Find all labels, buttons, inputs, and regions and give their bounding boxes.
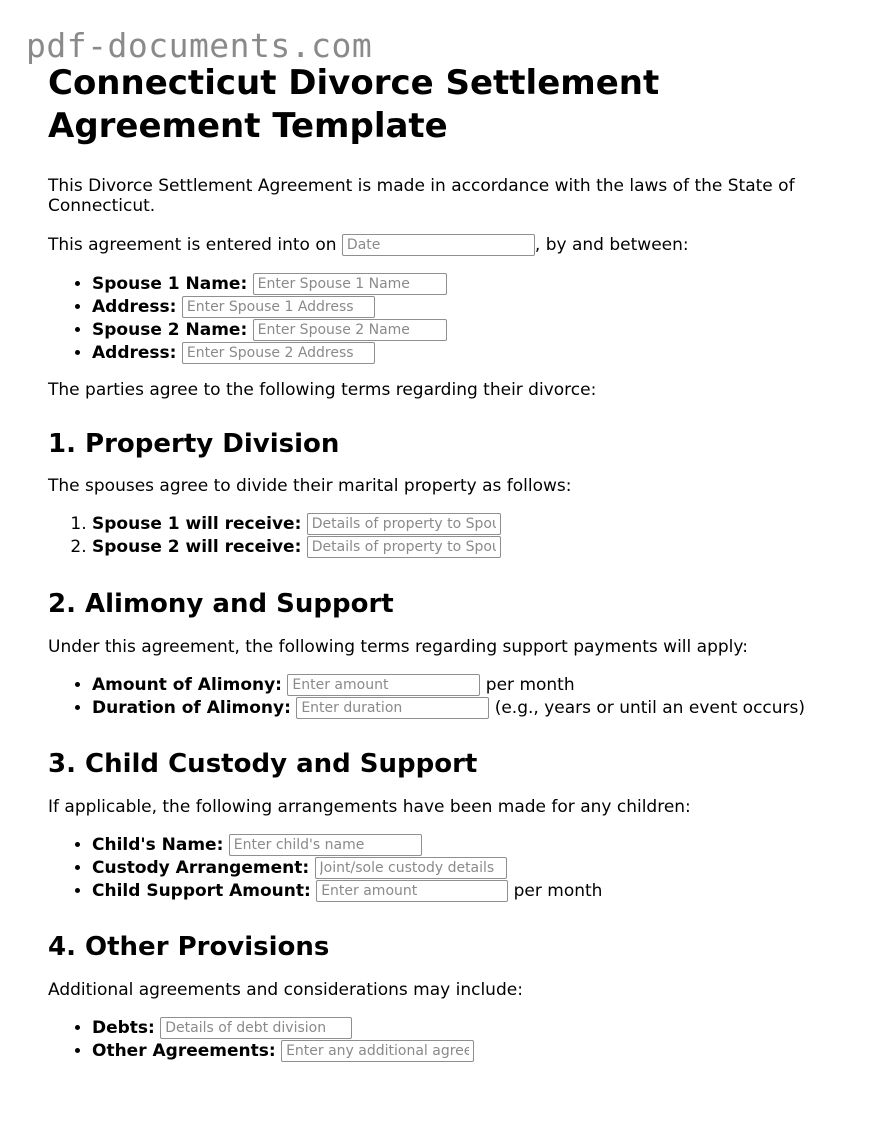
agreement-date-line (48, 234, 848, 256)
spouse2-receive-label: Spouse 2 will receive: (92, 537, 302, 557)
spouse1-name-label: Spouse 1 Name: (92, 274, 248, 294)
section-heading-custody: 3. Child Custody and Support (48, 749, 478, 779)
alimony-duration-label: Duration of Alimony: (92, 698, 291, 718)
alimony-amount-label: Amount of Alimony: (92, 675, 282, 695)
document-body (48, 62, 848, 1063)
alimony-amount-suffix: per month (485, 675, 575, 695)
spouse2-name-input[interactable] (253, 319, 447, 341)
debts-input[interactable] (160, 1017, 352, 1039)
spouse1-address-label: Address: (92, 297, 177, 317)
spouse2-property-input[interactable] (307, 536, 501, 558)
agreement-date-suffix: , by and between: (534, 235, 689, 255)
other-intro: Additional agreements and considerations may include: (48, 980, 523, 1000)
list-item (92, 536, 848, 559)
spouse1-receive-label: Spouse 1 will receive: (92, 514, 302, 534)
child-name-input[interactable] (229, 834, 422, 856)
property-list (48, 513, 848, 559)
custody-arrangement-input[interactable] (315, 857, 507, 879)
spouse2-address-label: Address: (92, 343, 177, 363)
spouse1-property-input[interactable] (307, 513, 501, 535)
alimony-intro: Under this agreement, the following terms regarding support payments will apply: (48, 637, 748, 657)
custody-intro: If applicable, the following arrangements have been made for any children: (48, 797, 691, 817)
list-item (92, 296, 848, 319)
alimony-duration-suffix: (e.g., years or until an event occurs) (494, 698, 806, 718)
list-item (92, 674, 848, 697)
agreement-date-input[interactable] (342, 234, 535, 256)
other-list (48, 1017, 848, 1063)
alimony-amount-input[interactable] (287, 674, 480, 696)
page-title: Connecticut Divorce Settlement Agreement Template (48, 63, 660, 146)
child-support-suffix: per month (513, 881, 603, 901)
property-intro: The spouses agree to divide their marital property as follows: (48, 476, 572, 496)
spouse1-name-input[interactable] (253, 273, 447, 295)
child-name-label: Child's Name: (92, 835, 224, 855)
alimony-duration-input[interactable] (296, 697, 489, 719)
list-item (92, 880, 848, 903)
spouse2-address-input[interactable] (182, 342, 375, 364)
list-item (92, 513, 848, 536)
terms-intro: The parties agree to the following terms regarding their divorce: (48, 380, 597, 400)
custody-list (48, 834, 848, 903)
intro-paragraph: This Divorce Settlement Agreement is made in accordance with the laws of the State of Connecticut. (48, 176, 795, 216)
list-item (92, 342, 848, 365)
custody-arrangement-label: Custody Arrangement: (92, 858, 310, 878)
other-agreements-input[interactable] (281, 1040, 474, 1062)
spouse1-address-input[interactable] (182, 296, 375, 318)
parties-list (48, 273, 848, 365)
list-item (92, 319, 848, 342)
child-support-input[interactable] (316, 880, 508, 902)
list-item (92, 1017, 848, 1040)
other-agreements-label: Other Agreements: (92, 1041, 276, 1061)
agreement-date-prefix: This agreement is entered into on (48, 235, 337, 255)
debts-label: Debts: (92, 1018, 155, 1038)
list-item (92, 857, 848, 880)
list-item (92, 697, 848, 720)
list-item (92, 273, 848, 296)
section-heading-alimony: 2. Alimony and Support (48, 589, 394, 619)
section-heading-property: 1. Property Division (48, 429, 340, 459)
list-item (92, 1040, 848, 1063)
watermark: pdf-documents.com (26, 26, 373, 65)
spouse2-name-label: Spouse 2 Name: (92, 320, 248, 340)
alimony-list (48, 674, 848, 720)
child-support-label: Child Support Amount: (92, 881, 311, 901)
section-heading-other: 4. Other Provisions (48, 932, 330, 962)
list-item (92, 834, 848, 857)
